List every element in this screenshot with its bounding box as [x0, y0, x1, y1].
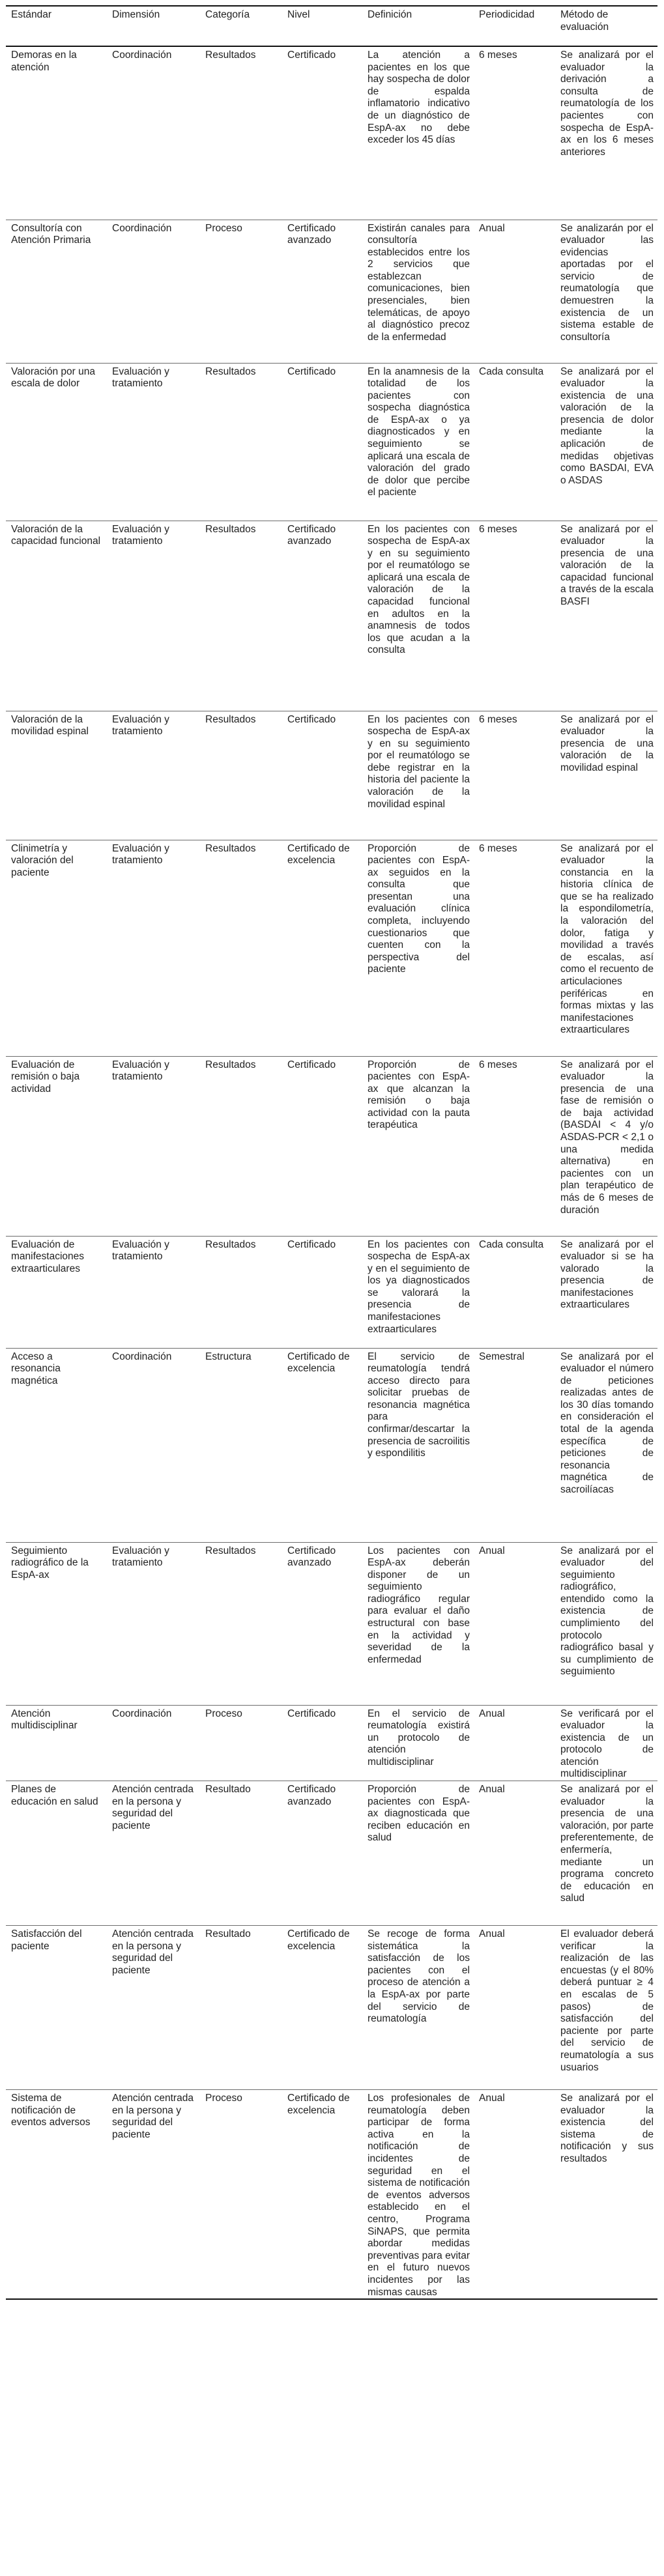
cell-periodicidad: Anual [479, 222, 505, 234]
cell-categoria: Resultados [205, 842, 256, 854]
cell-periodicidad: Anual [479, 2093, 505, 2104]
cell-estandar: Valoración de la movilidad espinal [11, 713, 89, 737]
cell-metodo: Se analizará por el evaluador la presencia de una valoración de la movilidad espinal [560, 713, 654, 773]
cell-dimension: Coordinación [112, 50, 172, 61]
cell-metodo: Se analizarán por el evaluador las evidencias aportadas por el servicio de reumatología que demuestren la existencia de un sistema estable de consultoría [560, 222, 654, 343]
cell-definicion: Los pacientes con EspA-ax deberán disponer de un seguimiento radiográfico regular para evaluar el daño estructural con base en la actividad y severidad de la enfermedad [368, 1545, 470, 1665]
cell-estandar: Demoras en la atención [11, 50, 77, 73]
cell-periodicidad: Anual [479, 1784, 505, 1796]
cell-periodicidad: 6 meses [479, 842, 517, 854]
cell-categoria: Resultados [205, 523, 256, 535]
cell-metodo: Se analizará por el evaluador la constancia en la historia clínica de que se ha realizado la espondilometría, la valoración del dolor, fatiga y movilidad a través de escalas, así como el recuento de articulaciones periféricas en formas mixtas y las manifestaciones extraarticulares [560, 842, 654, 1036]
cell-periodicidad: Cada consulta [479, 1238, 544, 1250]
cell-nivel: Certificado avanzado [287, 222, 336, 246]
cell-nivel: Certificado avanzado [287, 1545, 336, 1569]
cell-metodo: Se analizará por el evaluador la existencia del sistema de notificación y sus resultados [560, 2093, 654, 2165]
header-periodicidad: Periodicidad [479, 9, 535, 20]
cell-nivel: Certificado avanzado [287, 523, 336, 547]
table-row [6, 363, 657, 521]
table-row [6, 46, 657, 220]
table-row [6, 1348, 657, 1542]
cell-dimension: Coordinación [112, 222, 172, 234]
cell-metodo: Se analizará por el evaluador la derivación a consulta de reumatología de los pacientes con sospecha de EspA-ax en los 6 meses anteriores [560, 50, 654, 158]
cell-nivel: Certificado de excelencia [287, 1928, 350, 1952]
cell-periodicidad: Semestral [479, 1351, 525, 1362]
cell-definicion: Proporción de pacientes con EspA-ax seguidos en la consulta que presentan una evaluación clínica completa, incluyendo cuestionarios que cuenten con la perspectiva del paciente [368, 842, 470, 975]
header-metodo: Método de evaluación [560, 9, 609, 33]
cell-definicion: La atención a pacientes en los que hay sospecha de dolor de espalda inflamatorio indicativo de un diagnóstico de EspA-ax no debe exceder los 45 días [368, 50, 470, 146]
cell-metodo: El evaluador deberá verificar la realización de las encuestas (y el 80% deberá puntuar ≥ 4 en escalas de 5 pasos) de satisfacción del paciente por parte del servicio de reumatología a sus usuarios [560, 1928, 654, 2073]
cell-categoria: Resultados [205, 1059, 256, 1070]
standards-table [6, 5, 657, 2300]
cell-dimension: Evaluación y tratamiento [112, 1059, 169, 1083]
cell-metodo: Se analizará por el evaluador la presencia de una valoración de la capacidad funcional a través de la escala BASFI [560, 523, 654, 608]
table-row [6, 1236, 657, 1348]
table-row [6, 711, 657, 840]
cell-dimension: Evaluación y tratamiento [112, 365, 169, 390]
cell-estandar: Sistema de notificación de eventos adversos [11, 2093, 91, 2128]
cell-definicion: En los pacientes con sospecha de EspA-ax y en el seguimiento de los ya diagnosticados se valorará la presencia de manifestaciones extraarticulares [368, 1238, 470, 1335]
cell-dimension: Evaluación y tratamiento [112, 1238, 169, 1263]
cell-periodicidad: Anual [479, 1545, 505, 1556]
cell-metodo: Se analizará por el evaluador del seguimiento radiográfico, entendido como la existencia de cumplimiento del protocolo radiográfico basal y su cumplimiento de seguimiento [560, 1545, 654, 1678]
header-categoria: Categoría [205, 9, 250, 20]
cell-dimension: Coordinación [112, 1351, 172, 1362]
cell-metodo: Se analizará por el evaluador si se ha valorado la presencia de manifestaciones extraarticulares [560, 1238, 654, 1311]
cell-periodicidad: 6 meses [479, 1059, 517, 1070]
header-dimension: Dimensión [112, 9, 160, 20]
cell-metodo: Se analizará por el evaluador el número de peticiones realizadas antes de los 30 días tomando en consideración el total de la agenda específica de peticiones de resonancia magnética de sacroilíacas [560, 1351, 654, 1496]
table-row [6, 1542, 657, 1705]
cell-categoria: Proceso [205, 1708, 242, 1719]
cell-estandar: Valoración por una escala de dolor [11, 365, 95, 390]
cell-periodicidad: Anual [479, 1928, 505, 1940]
cell-periodicidad: 6 meses [479, 713, 517, 725]
cell-nivel: Certificado [287, 1059, 336, 1070]
cell-estandar: Satisfacción del paciente [11, 1928, 82, 1952]
cell-estandar: Consultoría con Atención Primaria [11, 222, 91, 246]
cell-categoria: Proceso [205, 2093, 242, 2104]
cell-categoria: Resultados [205, 1238, 256, 1250]
standards-table-container [6, 0, 657, 2300]
cell-categoria: Resultados [205, 1545, 256, 1556]
cell-estandar: Atención multidisciplinar [11, 1708, 78, 1732]
table-row [6, 521, 657, 711]
cell-nivel: Certificado [287, 713, 336, 725]
cell-definicion: Proporción de pacientes con EspA-ax diagnosticada que reciben educación en salud [368, 1784, 470, 1844]
cell-dimension: Coordinación [112, 1708, 172, 1719]
cell-definicion: En la anamnesis de la totalidad de los pacientes con sospecha diagnóstica de EspA-ax o ya diagnosticados y en seguimiento se aplicará una escala de valoración del grado de dolor que percibe el paciente [368, 365, 470, 498]
cell-periodicidad: 6 meses [479, 523, 517, 535]
cell-definicion: En los pacientes con sospecha de EspA-ax y en su seguimiento por el reumatólogo se aplicará una escala de valoración de la capacidad funcional en adultos en la anamnesis de todos los que acudan a la consulta [368, 523, 470, 656]
table-body [6, 46, 657, 2299]
cell-definicion: Se recoge de forma sistemática la satisfacción de los pacientes con el proceso de atención a la EspA-ax por parte del servicio de reumatología [368, 1928, 470, 2025]
cell-definicion: Los profesionales de reumatología deben participar de forma activa en la notificación de incidentes de seguridad en el sistema de notificación de eventos adversos establecido en el centro, Programa SiNAPS, que permita abordar medidas preventivas para evitar en el futuro nuevos incidentes por las mismas causas [368, 2093, 470, 2298]
cell-estandar: Planes de educación en salud [11, 1784, 98, 1807]
table-row [6, 1926, 657, 2090]
cell-metodo: Se verificará por el evaluador la existencia de un protocolo de atención multidisciplinar [560, 1708, 654, 1780]
cell-dimension: Evaluación y tratamiento [112, 713, 169, 737]
cell-nivel: Certificado de excelencia [287, 1351, 350, 1375]
cell-nivel: Certificado de excelencia [287, 842, 350, 866]
cell-definicion: Existirán canales para consultoría establecidos entre los 2 servicios que establezcan comunicaciones, bien presenciales, bien telemáticas, de apoyo al diagnóstico precoz de la enfermedad [368, 222, 470, 343]
cell-estandar: Evaluación de remisión o baja actividad [11, 1059, 80, 1095]
cell-estandar: Seguimiento radiográfico de la EspA-ax [11, 1545, 89, 1581]
cell-nivel: Certificado [287, 1708, 336, 1719]
table-header-row [6, 6, 657, 46]
cell-categoria: Estructura [205, 1351, 252, 1362]
header-definicion: Definición [368, 9, 412, 20]
table-row [6, 1705, 657, 1781]
cell-categoria: Resultados [205, 50, 256, 61]
cell-metodo: Se analizará por el evaluador la existencia de una valoración de la presencia de dolor mediante la aplicación de medidas objetivas como BASDAI, EVA o ASDAS [560, 365, 654, 486]
cell-nivel: Certificado de excelencia [287, 2093, 350, 2116]
cell-dimension: Evaluación y tratamiento [112, 523, 169, 547]
cell-definicion: Proporción de pacientes con EspA-ax que alcanzan la remisión o baja actividad con la pauta terapéutica [368, 1059, 470, 1131]
cell-definicion: En los pacientes con sospecha de EspA-ax y en su seguimiento por el reumatólogo se debe registrar en la historia del paciente la valoración de la movilidad espinal [368, 713, 470, 810]
cell-definicion: En el servicio de reumatología existirá un protocolo de atención multidisciplinar [368, 1708, 470, 1767]
table-row [6, 1056, 657, 1236]
cell-estandar: Acceso a resonancia magnética [11, 1351, 61, 1386]
cell-estandar: Valoración de la capacidad funcional [11, 523, 101, 547]
header-estandar: Estándar [11, 9, 52, 20]
cell-nivel: Certificado [287, 50, 336, 61]
cell-categoria: Resultado [205, 1784, 251, 1796]
header-nivel: Nivel [287, 9, 310, 20]
cell-estandar: Evaluación de manifestaciones extraarticulares [11, 1238, 85, 1274]
cell-metodo: Se analizará por el evaluador la presencia de una valoración, por parte preferentemente, de enfermería, mediante un programa concreto de educación en salud [560, 1784, 654, 1904]
cell-categoria: Proceso [205, 222, 242, 234]
cell-categoria: Resultado [205, 1928, 251, 1940]
cell-dimension: Atención centrada en la persona y seguridad del paciente [112, 2093, 194, 2140]
cell-periodicidad: Cada consulta [479, 365, 544, 377]
cell-nivel: Certificado [287, 1238, 336, 1250]
cell-estandar: Clinimetría y valoración del paciente [11, 842, 74, 878]
cell-periodicidad: Anual [479, 1708, 505, 1719]
cell-dimension: Evaluación y tratamiento [112, 842, 169, 866]
cell-nivel: Certificado avanzado [287, 1784, 336, 1807]
cell-metodo: Se analizará por el evaluador la presencia de una fase de remisión o de baja actividad (BASDAI < 4 y/o ASDAS-PCR < 2,1 o una medida alternativa) en pacientes con un plan terapéutico de más de 6 meses de duración [560, 1059, 654, 1216]
cell-periodicidad: 6 meses [479, 50, 517, 61]
cell-dimension: Atención centrada en la persona y seguridad del paciente [112, 1928, 194, 1976]
cell-nivel: Certificado [287, 365, 336, 377]
cell-dimension: Evaluación y tratamiento [112, 1545, 169, 1569]
cell-dimension: Atención centrada en la persona y seguridad del paciente [112, 1784, 194, 1831]
table-row [6, 220, 657, 363]
cell-categoria: Resultados [205, 713, 256, 725]
cell-definicion: El servicio de reumatología tendrá acceso directo para solicitar pruebas de resonancia magnética para confirmar/descartar la presencia de sacroilitis y espondilitis [368, 1351, 470, 1459]
table-row [6, 2090, 657, 2300]
cell-categoria: Resultados [205, 365, 256, 377]
table-row [6, 840, 657, 1056]
table-row [6, 1781, 657, 1926]
